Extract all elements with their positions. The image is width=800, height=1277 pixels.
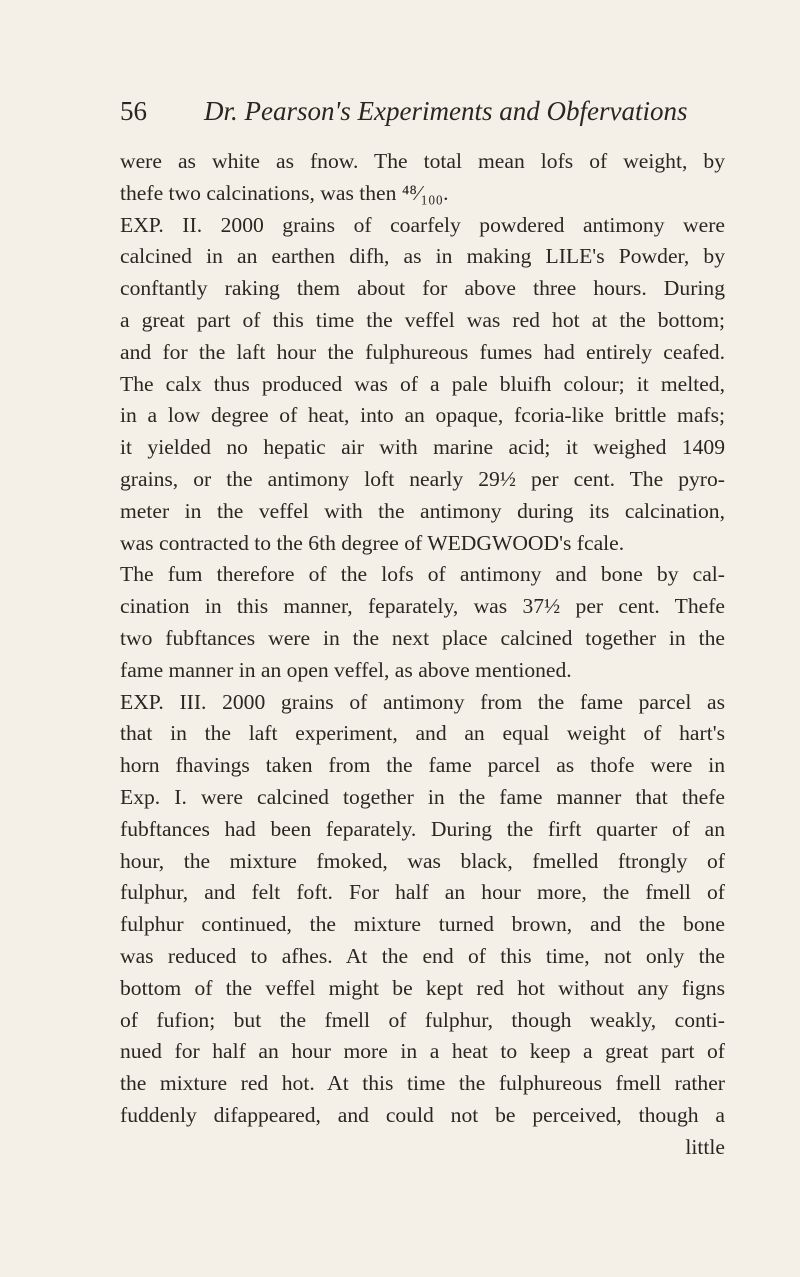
text-line: The calx thus produced was of a pale bluifh colour; it melted, bbox=[120, 371, 725, 396]
page-number: 56 bbox=[120, 96, 147, 126]
text-line: a great part of this time the veffel was red hot at the bottom; bbox=[120, 307, 725, 332]
text-line: was contracted to the 6th degree of WEDGWOOD's fcale. bbox=[120, 530, 625, 555]
text-line: it yielded no hepatic air with marine acid; it weighed 1409 bbox=[120, 435, 725, 460]
text-line: fulphur, and felt foft. For half an hour more, the fmell of bbox=[120, 880, 725, 905]
running-title bbox=[204, 96, 688, 127]
text-line: and for the laft hour the fulphureous fumes had entirely ceafed. bbox=[120, 339, 725, 364]
text-line: fubftances had been feparately. During the firft quarter of an bbox=[120, 816, 725, 841]
running-header bbox=[120, 96, 720, 136]
text-line: nued for half an hour more in a heat to keep a great part of bbox=[120, 1039, 725, 1064]
body-text bbox=[120, 146, 725, 1164]
text-line: EXP. III. 2000 grains of antimony from the fame parcel as bbox=[120, 689, 725, 714]
text-line: grains, or the antimony loft nearly 29½ per cent. The pyro- bbox=[120, 466, 725, 491]
running-title-author: Dr. Pearson's bbox=[204, 96, 351, 126]
text-line: hour, the mixture fmoked, was black, fmelled ftrongly of bbox=[120, 848, 725, 873]
text-line: meter in the veffel with the antimony during its calcination, bbox=[120, 498, 725, 523]
text-line: bottom of the veffel might be kept red hot without any figns bbox=[120, 975, 725, 1000]
text-line: horn fhavings taken from the fame parcel as thofe were in bbox=[120, 753, 725, 778]
running-title-rest: Experiments and Obfervations bbox=[357, 96, 688, 126]
text-line: cination in this manner, feparately, was 37½ per cent. Thefe bbox=[120, 594, 725, 619]
text-line: Exp. I. were calcined together in the fame manner that thefe bbox=[120, 784, 725, 809]
text-line: thefe two calcinations, was then ⁴⁸⁄₁₀₀. bbox=[120, 180, 449, 205]
text-line: The fum therefore of the lofs of antimony and bone by cal- bbox=[120, 562, 725, 587]
text-line: fuddenly difappeared, and could not be perceived, though a bbox=[120, 1102, 725, 1127]
text-line: were as white as fnow. The total mean lofs of weight, by bbox=[120, 149, 725, 173]
text-line: fame manner in an open veffel, as above mentioned. bbox=[120, 657, 572, 682]
text-line: in a low degree of heat, into an opaque, fcoria-like brittle mafs; bbox=[120, 403, 725, 428]
text-line: two fubftances were in the next place calcined together in the bbox=[120, 625, 725, 650]
text-line: EXP. II. 2000 grains of coarfely powdered antimony were bbox=[120, 212, 725, 237]
text-line: was reduced to afhes. At the end of this time, not only the bbox=[120, 943, 725, 968]
text-line: fulphur continued, the mixture turned brown, and the bone bbox=[120, 912, 725, 937]
text-line: that in the laft experiment, and an equal weight of hart's bbox=[120, 721, 725, 746]
text-line: the mixture red hot. At this time the fulphureous fmell rather bbox=[120, 1071, 725, 1096]
text-line: of fufion; but the fmell of fulphur, though weakly, conti- bbox=[120, 1007, 725, 1032]
catchword: little bbox=[685, 1134, 725, 1159]
text-line: conftantly raking them about for above three hours. During bbox=[120, 276, 725, 301]
text-line: calcined in an earthen difh, as in making LILE's Powder, by bbox=[120, 244, 725, 269]
